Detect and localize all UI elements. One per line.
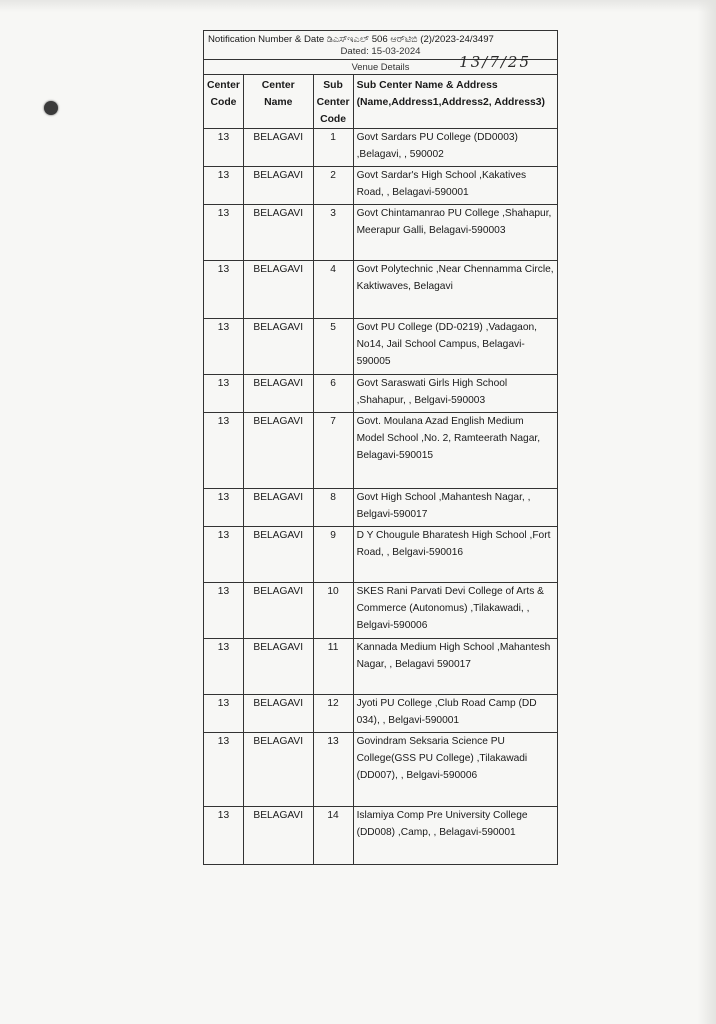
center-name-cell: BELAGAVI [243,695,313,733]
center-name-cell: BELAGAVI [243,261,313,319]
table-header-row [204,75,558,129]
sub-center-code-cell: 3 [313,205,353,261]
venue-details-heading [204,53,557,74]
table-row [204,583,558,639]
sub-center-code-cell: 10 [313,583,353,639]
venue-document [203,30,558,865]
sub-center-code-cell: 11 [313,639,353,695]
center-name-cell: BELAGAVI [243,583,313,639]
table-row [204,129,558,167]
sub-center-code-cell: 7 [313,413,353,489]
center-name-cell: BELAGAVI [243,527,313,583]
center-code-cell: 13 [204,319,244,375]
sub-center-address-cell: Govt Sardars PU College (DD0003) ,Belagavi, , 590002 [353,129,557,167]
sub-center-address-cell: Kannada Medium High School ,Mahantesh Nagar, , Belagavi 590017 [353,639,557,695]
sub-center-code-cell: 14 [313,807,353,865]
center-name-cell: BELAGAVI [243,639,313,695]
sub-center-code-cell: 5 [313,319,353,375]
sub-center-code-cell: 1 [313,129,353,167]
center-name-cell: BELAGAVI [243,733,313,807]
table-row [204,167,558,205]
sub-center-code-cell: 9 [313,527,353,583]
sub-center-address-cell: Govt High School ,Mahantesh Nagar, , Belgavi-590017 [353,489,557,527]
center-code-cell: 13 [204,639,244,695]
center-code-cell: 13 [204,413,244,489]
center-code-cell: 13 [204,129,244,167]
sub-center-address-cell: Govt. Moulana Azad English Medium Model School ,No. 2, Ramteerath Nagar, Belagavi-590015 [353,413,557,489]
sub-center-address-cell: Govt Saraswati Girls High School ,Shahapur, , Belgavi-590003 [353,375,557,413]
table-row [204,639,558,695]
center-name-cell: BELAGAVI [243,205,313,261]
punch-hole [44,101,58,115]
column-header-center-name: Center Name [243,75,313,129]
center-name-cell: BELAGAVI [243,413,313,489]
center-code-cell: 13 [204,733,244,807]
table-row [204,527,558,583]
sub-center-address-cell: Islamiya Comp Pre University College (DD008) ,Camp, , Belagavi-590001 [353,807,557,865]
venue-table [203,74,558,865]
center-name-cell: BELAGAVI [243,319,313,375]
table-row [204,319,558,375]
center-code-cell: 13 [204,167,244,205]
sub-center-code-cell: 13 [313,733,353,807]
table-row [204,413,558,489]
venue-table-body [204,129,558,865]
table-row [204,261,558,319]
center-code-cell: 13 [204,527,244,583]
sub-center-code-cell: 12 [313,695,353,733]
sub-center-code-cell: 4 [313,261,353,319]
sub-center-address-cell: Jyoti PU College ,Club Road Camp (DD 034), , Belgavi-590001 [353,695,557,733]
column-header-sub-center-code: Sub Center Code [313,75,353,129]
table-row [204,489,558,527]
handwritten-date: 13/7/25 [459,53,531,71]
table-row [204,375,558,413]
sub-center-code-cell: 6 [313,375,353,413]
table-row [204,695,558,733]
column-header-sub-center-address: Sub Center Name & Address (Name,Address1,Address2, Address3) [353,75,557,129]
center-code-cell: 13 [204,489,244,527]
sub-center-code-cell: 2 [313,167,353,205]
venue-details-label: Venue Details [351,61,410,72]
table-row [204,733,558,807]
sub-center-address-cell: D Y Chougule Bharatesh High School ,Fort Road, , Belgavi-590016 [353,527,557,583]
sub-center-code-cell: 8 [313,489,353,527]
sub-center-address-cell: SKES Rani Parvati Devi College of Arts & Commerce (Autonomus) ,Tilakawadi, , Belgavi-590006 [353,583,557,639]
paper-right-edge [698,0,716,1024]
center-code-cell: 13 [204,695,244,733]
center-name-cell: BELAGAVI [243,807,313,865]
sub-center-address-cell: Govt PU College (DD-0219) ,Vadagaon, No14, Jail School Campus, Belagavi-590005 [353,319,557,375]
notification-date: Dated: 15-03-2024 [340,46,421,57]
column-header-center-code: Center Code [204,75,244,129]
document-header [203,30,558,74]
center-name-cell: BELAGAVI [243,375,313,413]
table-row [204,807,558,865]
center-code-cell: 13 [204,261,244,319]
center-name-cell: BELAGAVI [243,489,313,527]
center-name-cell: BELAGAVI [243,167,313,205]
sub-center-address-cell: Govt Chintamanrao PU College ,Shahapur, Meerapur Galli, Belagavi-590003 [353,205,557,261]
center-name-cell: BELAGAVI [243,129,313,167]
sub-center-address-cell: Govindram Seksaria Science PU College(GSS PU College) ,Tilakawadi (DD007), , Belgavi-590006 [353,733,557,807]
sub-center-address-cell: Govt Sardar's High School ,Kakatives Road, , Belagavi-590001 [353,167,557,205]
center-code-cell: 13 [204,583,244,639]
center-code-cell: 13 [204,205,244,261]
sub-center-address-cell: Govt Polytechnic ,Near Chennamma Circle, Kaktiwaves, Belagavi [353,261,557,319]
paper-top-shadow [0,0,716,12]
center-code-cell: 13 [204,375,244,413]
table-row [204,205,558,261]
notification-number: Notification Number & Date ಡಿಎಸ್ಇಎಲ್ 506 ಆರ್‌ಟಿಬಿ (2)/2023-24/3497 [208,34,494,45]
center-code-cell: 13 [204,807,244,865]
